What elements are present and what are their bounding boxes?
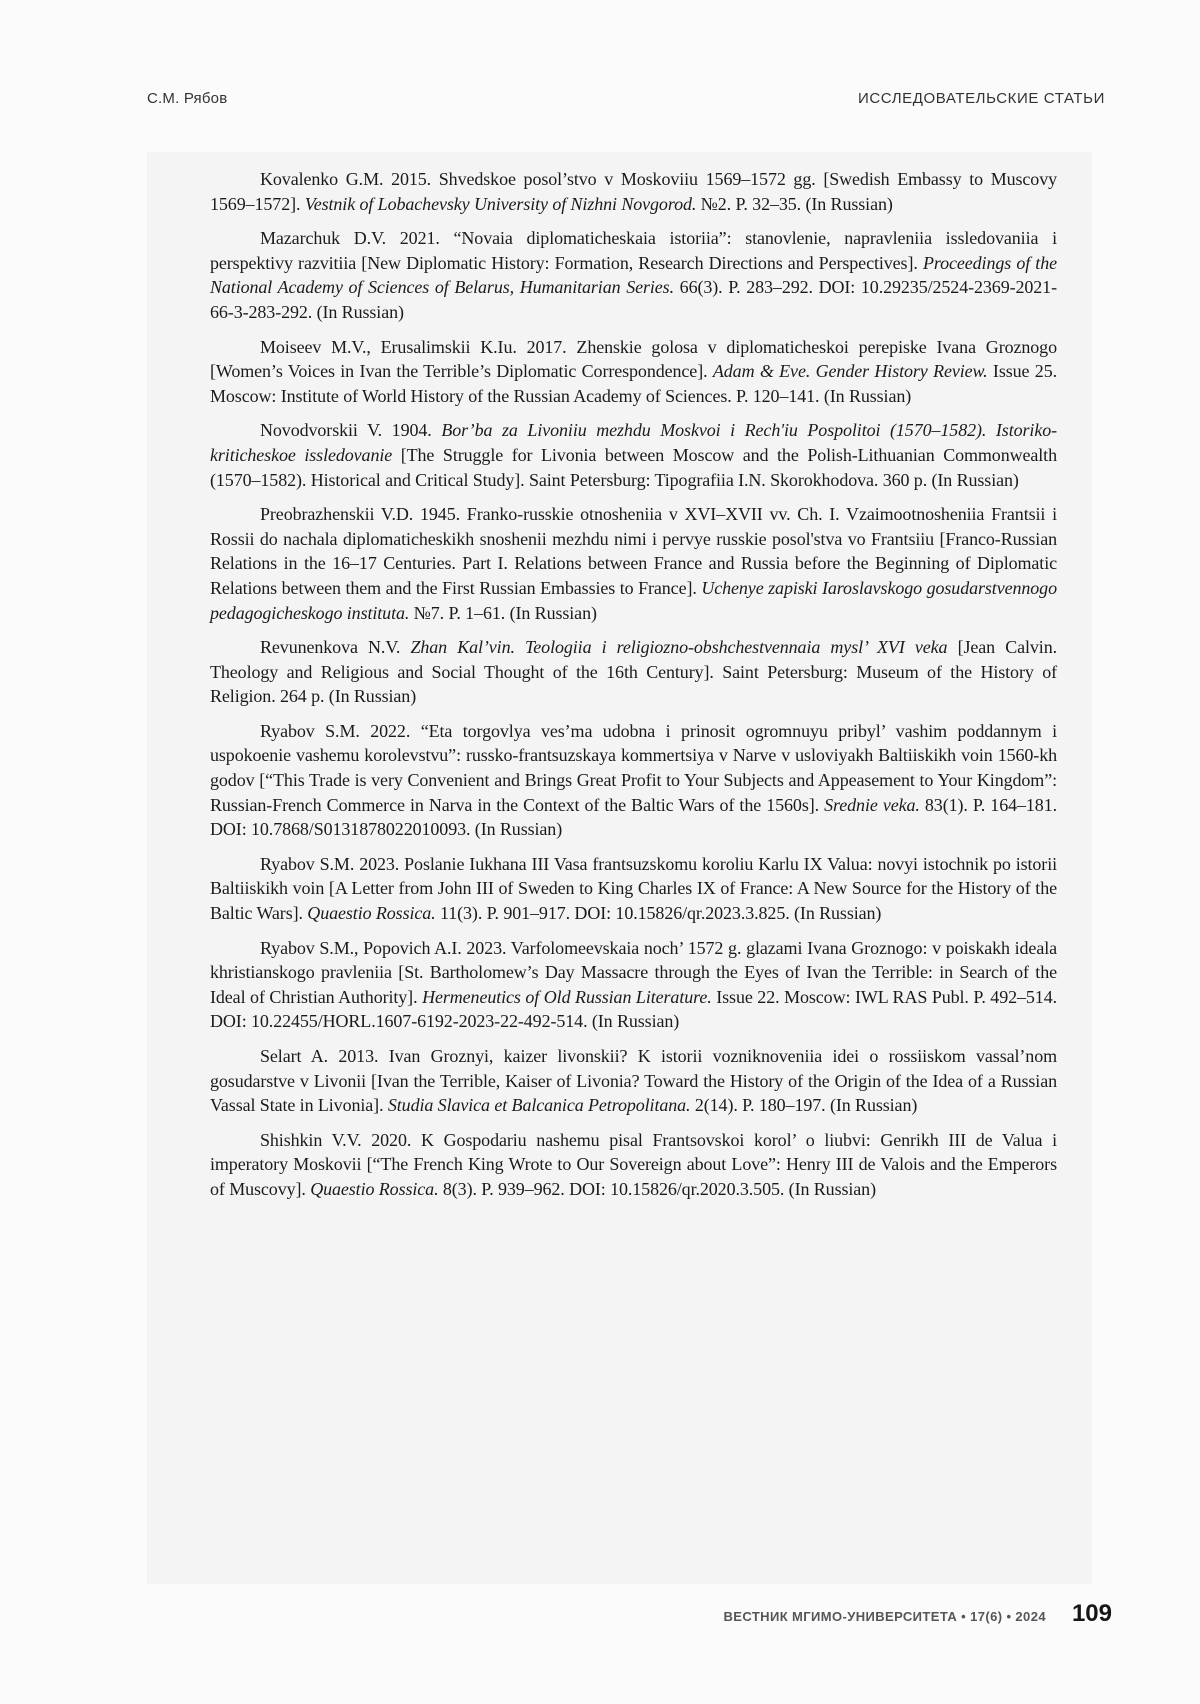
reference-text: Mazarchuk D.V. 2021. “Novaia diplomaticheskaia istoriia”: stanovlenie, napravleniia issledovaniia i perspektivy razvitiia [New Diplomatic History: Formation, Research Directions and Perspectives]. [210,228,1057,273]
reference-journal-title: Quaestio Rossica. [307,903,436,924]
reference-journal-title: Proceedings of the National Academy of Sciences of Belarus, Humanitarian Series. [210,252,1057,298]
reference-text: Ryabov S.M. 2022. “Eta torgovlya ves’ma udobna i prinosit ogromnuyu pribyl’ vashim poddannym i uspokoenie vashemu korolevstvu”: russko-frantsuzskaya kommertsiya v Narve v usloviyakh Baltiiskikh voin 1560-kh godov [“This Trade is very Convenient and Brings Great Profit to Your Subjects and Appeasement to Your Kingdom”: Russian-French Commerce in Narva in the Context of the Baltic Wars of the 1560s]. [210,720,1057,815]
reference-entry [210,1044,1057,1118]
reference-entry [210,335,1057,409]
reference-text: Issue 25. Moscow: Institute of World History of the Russian Academy of Sciences. P. 120–141. (In Russian) [210,361,1058,406]
reference-text: Novodvorskii V. 1904. [260,420,442,441]
reference-text: Selart A. 2013. Ivan Groznyi, kaizer livonskii? K istorii vozniknoveniia idei o rossiiskom vassal’nom gosudarstve v Livonii [Ivan the Terrible, Kaiser of Livonia? Toward the History of the Origin of the Idea of a Russian Vassal State in Livonia]. [210,1046,1057,1116]
running-head-section: ИССЛЕДОВАТЕЛЬСКИЕ СТАТЬИ [857,90,1105,107]
running-head-author: С.М. Рябов [147,90,228,107]
reference-text: 83(1). P. 164–181. DOI: 10.7868/S0131878022010093. (In Russian) [210,794,1058,840]
reference-text: Preobrazhenskii V.D. 1945. Franko-russkie otnosheniia v XVI–XVII vv. Ch. I. Vzaimootnosheniia Frantsii i Rossii do nachala diplomaticheskikh snoshenii mezhdu nimi i pervye russkie posol'stva vo Frantsiiu [Franco-Russian Relations in the 16–17 Centuries. Part I. Relations between France and Russia before the Beginning of Diplomatic Relations between them and the First Russian Embassies to France]. [210,504,1057,598]
page-header [147,90,1105,107]
reference-entry [210,936,1057,1034]
reference-journal-title: Vestnik of Lobachevsky University of Nizhni Novgorod. [304,193,697,214]
reference-text: №2. P. 32–35. (In Russian) [696,193,893,214]
reference-entry [210,852,1057,926]
reference-text: Ryabov S.M. 2023. Poslanie Iukhana III Vasa frantsuzskomu koroliu Karlu IX Valua: novyi istochnik po istorii Baltiiskikh voin [A Letter from John III of Sweden to King Charles IX of France: A New Source for the History of the Baltic Wars]. [210,853,1057,924]
reference-entry [210,635,1057,709]
reference-journal-title: Zhan Kal’vin. Teologiia i religiozno-obshchestvennaia mysl’ XVI veka [410,637,948,658]
reference-text: 11(3). P. 901–917. DOI: 10.15826/qr.2023.3.825. (In Russian) [435,903,882,924]
references-list [210,167,1057,1202]
reference-text: 8(3). P. 939–962. DOI: 10.15826/qr.2020.3.505. (In Russian) [438,1178,876,1199]
reference-journal-title: Uchenye zapiski Iaroslavskogo gosudarstvennogo pedagogicheskogo instituta. [210,577,1057,623]
reference-entry [210,1128,1057,1202]
reference-text: Moiseev M.V., Erusalimskii K.Iu. 2017. Zhenskie golosa v diplomaticheskoi perepiske Ivana Groznogo [Women’s Voices in Ivan the Terrible’s Diplomatic Correspondence]. [210,336,1057,382]
reference-text: Shishkin V.V. 2020. K Gospodariu nashemu pisal Frantsovskoi korol’ o liubvi: Genrikh III de Valua i imperatory Moskovii [“The French King Wrote to Our Sovereign about Love”: Henry III de Valois and the Emperors of Muscovy]. [210,1129,1057,1199]
reference-text: [The Struggle for Livonia between Moscow and the Polish-Lithuanian Commonwealth (1570–1582). Historical and Critical Study]. Saint Petersburg: Tipografiia I.N. Skorokhodova. 360 p. (In Russian) [210,444,1057,490]
page-footer [724,1600,1113,1628]
page-number: 109 [1071,1600,1112,1627]
reference-text: 2(14). P. 180–197. (In Russian) [690,1095,918,1116]
reference-entry [210,226,1057,324]
reference-text: Issue 22. Moscow: IWL RAS Publ. P. 492–514. DOI: 10.22455/HORL.1607-6192-2023-22-492-514. (In Russian) [210,986,1057,1032]
reference-journal-title: Bor’ba za Livoniiu mezhdu Moskvoi i Rech'iu Pospolitoi (1570–1582). Istoriko-kriticheskoe issledovanie [210,420,1058,465]
reference-journal-title: Studia Slavica et Balcanica Petropolitana. [387,1095,691,1116]
reference-journal-title: Hermeneutics of Old Russian Literature. [422,986,712,1007]
reference-text: Revunenkova N.V. [260,637,411,658]
reference-text: Kovalenko G.M. 2015. Shvedskoe posol’stvo v Moskoviiu 1569–1572 gg. [Swedish Embassy to Muscovy 1569–1572]. [210,169,1057,214]
reference-journal-title: Adam & Eve. Gender History Review. [712,361,988,382]
reference-entry [210,167,1057,216]
content-box [147,152,1092,1584]
reference-entry [210,719,1057,842]
journal-issue-line: ВЕСТНИК МГИМО-УНИВЕРСИТЕТА • 17(6) • 2024 [723,1609,1046,1624]
reference-entry [210,418,1057,492]
reference-text: №7. P. 1–61. (In Russian) [409,602,597,623]
reference-journal-title: Srednie veka. [824,794,920,815]
reference-journal-title: Quaestio Rossica. [310,1178,439,1199]
reference-text: Ryabov S.M., Popovich A.I. 2023. Varfolomeevskaia noch’ 1572 g. glazami Ivana Groznogo: v poiskakh ideala khristianskogo pravleniia [St. Bartholomew’s Day Massacre through the Eyes of Ivan the Terrible: in Search of the Ideal of Christian Authority]. [210,937,1057,1007]
reference-text: [Jean Calvin. Theology and Religious and Social Thought of the 16th Century]. Saint Petersburg: Museum of the History of Religion. 264 p. (In Russian) [210,637,1057,707]
reference-entry [210,502,1057,625]
reference-text: 66(3). P. 283–292. DOI: 10.29235/2524-2369-2021-66-3-283-292. (In Russian) [210,277,1057,322]
